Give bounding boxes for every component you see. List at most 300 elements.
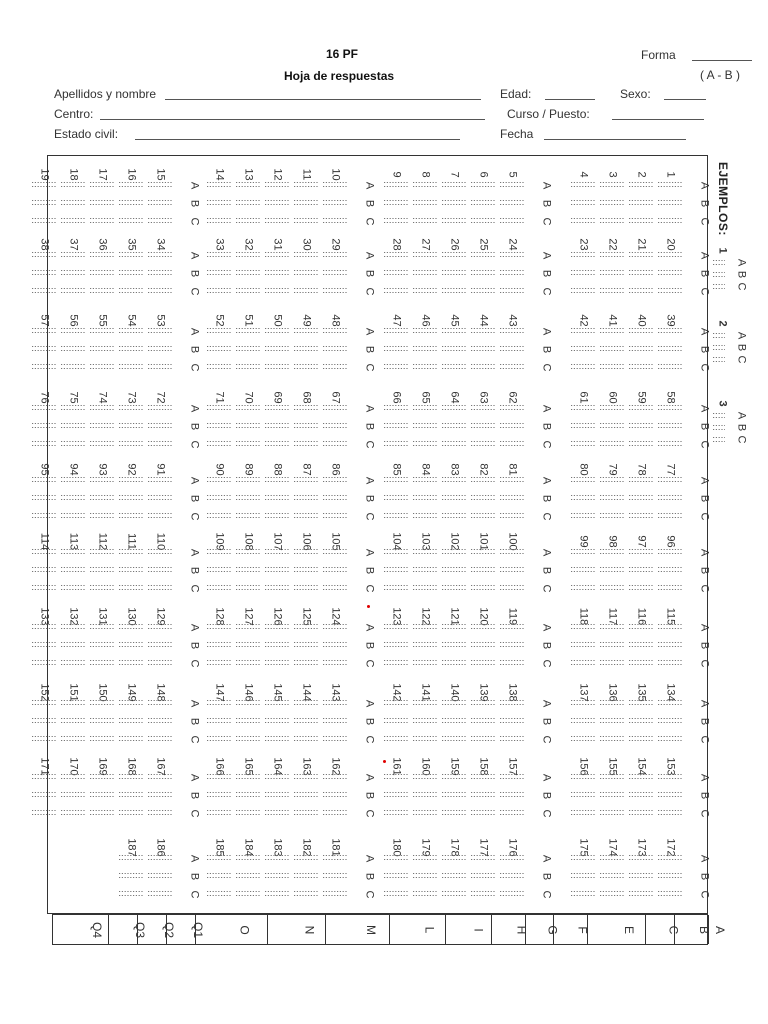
answer-bubble[interactable] [471,422,495,429]
answer-bubble[interactable] [236,422,260,429]
answer-bubble[interactable] [61,773,85,780]
answer-bubble[interactable] [413,854,437,861]
answer-bubble[interactable] [265,623,289,630]
answer-bubble[interactable] [236,854,260,861]
answer-bubble[interactable] [119,872,143,879]
answer-bubble[interactable] [658,251,682,258]
answer-bubble[interactable] [90,422,114,429]
answer-bubble[interactable] [323,641,347,648]
example-bubble[interactable] [713,271,725,278]
answer-bubble[interactable] [148,345,172,352]
factor-cell[interactable] [588,915,646,944]
answer-bubble[interactable] [32,584,56,591]
answer-bubble[interactable] [207,872,231,879]
answer-bubble[interactable] [600,345,624,352]
answer-bubble[interactable] [571,584,595,591]
answer-bubble[interactable] [90,363,114,370]
answer-bubble[interactable] [294,566,318,573]
answer-bubble[interactable] [294,773,318,780]
age-field[interactable] [545,99,595,100]
answer-bubble[interactable] [323,404,347,411]
answer-bubble[interactable] [384,199,408,206]
answer-bubble[interactable] [265,422,289,429]
answer-bubble[interactable] [90,345,114,352]
answer-bubble[interactable] [323,584,347,591]
answer-bubble[interactable] [294,584,318,591]
answer-bubble[interactable] [442,422,466,429]
answer-bubble[interactable] [658,287,682,294]
answer-bubble[interactable] [265,363,289,370]
answer-bubble[interactable] [571,476,595,483]
answer-bubble[interactable] [323,512,347,519]
answer-bubble[interactable] [207,548,231,555]
answer-bubble[interactable] [207,623,231,630]
answer-bubble[interactable] [90,791,114,798]
answer-bubble[interactable] [571,623,595,630]
answer-bubble[interactable] [90,269,114,276]
answer-bubble[interactable] [265,809,289,816]
answer-bubble[interactable] [629,199,653,206]
answer-bubble[interactable] [658,584,682,591]
answer-bubble[interactable] [442,773,466,780]
answer-bubble[interactable] [61,641,85,648]
answer-bubble[interactable] [413,809,437,816]
answer-bubble[interactable] [471,699,495,706]
answer-bubble[interactable] [600,269,624,276]
answer-bubble[interactable] [600,327,624,334]
answer-bubble[interactable] [236,512,260,519]
answer-bubble[interactable] [629,890,653,897]
answer-bubble[interactable] [236,199,260,206]
factor-cell[interactable] [167,915,205,944]
answer-bubble[interactable] [629,269,653,276]
answer-bubble[interactable] [32,251,56,258]
answer-bubble[interactable] [413,659,437,666]
answer-bubble[interactable] [236,773,260,780]
answer-bubble[interactable] [500,623,524,630]
answer-bubble[interactable] [629,363,653,370]
answer-bubble[interactable] [207,854,231,861]
answer-bubble[interactable] [61,809,85,816]
answer-bubble[interactable] [236,251,260,258]
answer-bubble[interactable] [119,659,143,666]
answer-bubble[interactable] [207,699,231,706]
answer-bubble[interactable] [265,566,289,573]
answer-bubble[interactable] [265,872,289,879]
answer-bubble[interactable] [265,287,289,294]
answer-bubble[interactable] [32,199,56,206]
answer-bubble[interactable] [413,735,437,742]
answer-bubble[interactable] [61,476,85,483]
answer-bubble[interactable] [442,699,466,706]
answer-bubble[interactable] [323,791,347,798]
answer-bubble[interactable] [471,269,495,276]
answer-bubble[interactable] [323,440,347,447]
answer-bubble[interactable] [207,327,231,334]
answer-bubble[interactable] [384,699,408,706]
answer-bubble[interactable] [32,422,56,429]
answer-bubble[interactable] [658,699,682,706]
answer-bubble[interactable] [500,404,524,411]
answer-bubble[interactable] [294,287,318,294]
answer-bubble[interactable] [442,548,466,555]
answer-bubble[interactable] [90,773,114,780]
answer-bubble[interactable] [442,717,466,724]
answer-bubble[interactable] [442,890,466,897]
answer-bubble[interactable] [323,735,347,742]
answer-bubble[interactable] [236,287,260,294]
answer-bubble[interactable] [236,327,260,334]
answer-bubble[interactable] [629,641,653,648]
answer-bubble[interactable] [571,566,595,573]
answer-bubble[interactable] [658,809,682,816]
answer-bubble[interactable] [90,659,114,666]
answer-bubble[interactable] [90,735,114,742]
answer-bubble[interactable] [384,854,408,861]
answer-bubble[interactable] [148,735,172,742]
answer-bubble[interactable] [629,717,653,724]
answer-bubble[interactable] [61,422,85,429]
answer-bubble[interactable] [265,269,289,276]
answer-bubble[interactable] [442,287,466,294]
answer-bubble[interactable] [61,404,85,411]
answer-bubble[interactable] [571,345,595,352]
answer-bubble[interactable] [471,872,495,879]
answer-bubble[interactable] [148,199,172,206]
answer-bubble[interactable] [119,251,143,258]
answer-bubble[interactable] [207,345,231,352]
answer-bubble[interactable] [500,363,524,370]
answer-bubble[interactable] [384,494,408,501]
answer-bubble[interactable] [658,659,682,666]
answer-bubble[interactable] [207,791,231,798]
answer-bubble[interactable] [471,717,495,724]
answer-bubble[interactable] [600,641,624,648]
answer-bubble[interactable] [207,287,231,294]
answer-bubble[interactable] [61,363,85,370]
factor-cell[interactable] [646,915,680,944]
answer-bubble[interactable] [413,566,437,573]
answer-bubble[interactable] [384,363,408,370]
answer-bubble[interactable] [658,773,682,780]
answer-bubble[interactable] [500,199,524,206]
answer-bubble[interactable] [442,363,466,370]
answer-bubble[interactable] [323,363,347,370]
answer-bubble[interactable] [32,773,56,780]
example-bubble[interactable] [713,283,725,290]
answer-bubble[interactable] [236,735,260,742]
answer-bubble[interactable] [571,872,595,879]
answer-bubble[interactable] [119,584,143,591]
answer-bubble[interactable] [658,217,682,224]
answer-bubble[interactable] [413,404,437,411]
answer-bubble[interactable] [442,404,466,411]
answer-bubble[interactable] [236,872,260,879]
answer-bubble[interactable] [471,251,495,258]
factor-cell[interactable] [326,915,390,944]
answer-bubble[interactable] [658,345,682,352]
answer-bubble[interactable] [294,494,318,501]
answer-bubble[interactable] [384,717,408,724]
answer-bubble[interactable] [265,512,289,519]
answer-bubble[interactable] [629,345,653,352]
answer-bubble[interactable] [658,269,682,276]
answer-bubble[interactable] [413,217,437,224]
answer-bubble[interactable] [119,773,143,780]
answer-bubble[interactable] [265,659,289,666]
answer-bubble[interactable] [294,217,318,224]
answer-bubble[interactable] [61,345,85,352]
answer-bubble[interactable] [629,699,653,706]
answer-bubble[interactable] [571,548,595,555]
answer-bubble[interactable] [119,494,143,501]
answer-bubble[interactable] [571,735,595,742]
factor-cell[interactable] [526,915,560,944]
example-bubble[interactable] [713,356,725,363]
answer-bubble[interactable] [384,476,408,483]
answer-bubble[interactable] [384,345,408,352]
answer-bubble[interactable] [294,699,318,706]
answer-bubble[interactable] [600,623,624,630]
answer-bubble[interactable] [148,494,172,501]
answer-bubble[interactable] [148,566,172,573]
answer-bubble[interactable] [265,494,289,501]
answer-bubble[interactable] [571,251,595,258]
answer-bubble[interactable] [629,251,653,258]
answer-bubble[interactable] [148,791,172,798]
answer-bubble[interactable] [265,181,289,188]
answer-bubble[interactable] [294,345,318,352]
answer-bubble[interactable] [500,872,524,879]
answer-bubble[interactable] [148,269,172,276]
answer-bubble[interactable] [265,199,289,206]
answer-bubble[interactable] [119,809,143,816]
answer-bubble[interactable] [32,791,56,798]
answer-bubble[interactable] [413,251,437,258]
answer-bubble[interactable] [323,548,347,555]
answer-bubble[interactable] [658,872,682,879]
answer-bubble[interactable] [90,199,114,206]
answer-bubble[interactable] [236,363,260,370]
answer-bubble[interactable] [323,327,347,334]
answer-bubble[interactable] [323,217,347,224]
answer-bubble[interactable] [629,735,653,742]
answer-bubble[interactable] [148,181,172,188]
answer-bubble[interactable] [323,659,347,666]
answer-bubble[interactable] [471,345,495,352]
answer-bubble[interactable] [384,217,408,224]
answer-bubble[interactable] [294,199,318,206]
answer-bubble[interactable] [571,269,595,276]
answer-bubble[interactable] [629,287,653,294]
answer-bubble[interactable] [236,623,260,630]
answer-bubble[interactable] [500,809,524,816]
factor-cell[interactable] [53,915,109,944]
factor-cell[interactable] [268,915,326,944]
answer-bubble[interactable] [90,641,114,648]
answer-bubble[interactable] [571,773,595,780]
answer-bubble[interactable] [148,548,172,555]
answer-bubble[interactable] [571,199,595,206]
answer-bubble[interactable] [384,809,408,816]
answer-bubble[interactable] [61,512,85,519]
answer-bubble[interactable] [500,566,524,573]
answer-bubble[interactable] [571,717,595,724]
answer-bubble[interactable] [500,890,524,897]
answer-bubble[interactable] [236,269,260,276]
example-bubble[interactable] [713,424,725,431]
answer-bubble[interactable] [119,269,143,276]
answer-bubble[interactable] [323,345,347,352]
example-bubble[interactable] [713,332,725,339]
answer-bubble[interactable] [658,566,682,573]
factor-cell[interactable] [492,915,529,944]
answer-bubble[interactable] [442,251,466,258]
answer-bubble[interactable] [629,181,653,188]
answer-bubble[interactable] [658,404,682,411]
answer-bubble[interactable] [119,890,143,897]
answer-bubble[interactable] [265,548,289,555]
answer-bubble[interactable] [471,548,495,555]
answer-bubble[interactable] [471,476,495,483]
answer-bubble[interactable] [413,363,437,370]
answer-bubble[interactable] [90,440,114,447]
answer-bubble[interactable] [207,217,231,224]
answer-bubble[interactable] [471,494,495,501]
answer-bubble[interactable] [323,773,347,780]
answer-bubble[interactable] [500,791,524,798]
answer-bubble[interactable] [61,699,85,706]
answer-bubble[interactable] [629,584,653,591]
answer-bubble[interactable] [236,440,260,447]
answer-bubble[interactable] [236,345,260,352]
answer-bubble[interactable] [32,345,56,352]
answer-bubble[interactable] [207,584,231,591]
answer-bubble[interactable] [294,809,318,816]
answer-bubble[interactable] [90,584,114,591]
answer-bubble[interactable] [148,440,172,447]
answer-bubble[interactable] [294,623,318,630]
answer-bubble[interactable] [90,181,114,188]
answer-bubble[interactable] [629,422,653,429]
example-bubble[interactable] [713,259,725,266]
answer-bubble[interactable] [658,440,682,447]
answer-bubble[interactable] [442,854,466,861]
answer-bubble[interactable] [471,327,495,334]
answer-bubble[interactable] [119,327,143,334]
answer-bubble[interactable] [90,217,114,224]
answer-bubble[interactable] [265,476,289,483]
answer-bubble[interactable] [442,217,466,224]
answer-bubble[interactable] [413,872,437,879]
answer-bubble[interactable] [442,566,466,573]
answer-bubble[interactable] [323,809,347,816]
answer-bubble[interactable] [236,404,260,411]
forma-field[interactable] [692,60,752,61]
sex-field[interactable] [664,99,706,100]
answer-bubble[interactable] [61,199,85,206]
answer-bubble[interactable] [148,217,172,224]
answer-bubble[interactable] [471,199,495,206]
answer-bubble[interactable] [148,623,172,630]
answer-bubble[interactable] [119,181,143,188]
answer-bubble[interactable] [571,791,595,798]
course-field[interactable] [612,119,704,120]
answer-bubble[interactable] [207,890,231,897]
answer-bubble[interactable] [413,440,437,447]
answer-bubble[interactable] [323,566,347,573]
answer-bubble[interactable] [500,512,524,519]
answer-bubble[interactable] [471,854,495,861]
answer-bubble[interactable] [119,345,143,352]
answer-bubble[interactable] [500,440,524,447]
answer-bubble[interactable] [384,548,408,555]
answer-bubble[interactable] [571,809,595,816]
answer-bubble[interactable] [384,512,408,519]
answer-bubble[interactable] [323,854,347,861]
answer-bubble[interactable] [294,440,318,447]
answer-bubble[interactable] [148,659,172,666]
answer-bubble[interactable] [600,809,624,816]
answer-bubble[interactable] [571,890,595,897]
answer-bubble[interactable] [148,512,172,519]
answer-bubble[interactable] [294,791,318,798]
answer-bubble[interactable] [207,440,231,447]
answer-bubble[interactable] [61,327,85,334]
answer-bubble[interactable] [61,735,85,742]
answer-bubble[interactable] [119,566,143,573]
answer-bubble[interactable] [384,773,408,780]
answer-bubble[interactable] [471,512,495,519]
answer-bubble[interactable] [148,809,172,816]
answer-bubble[interactable] [413,791,437,798]
answer-bubble[interactable] [471,217,495,224]
answer-bubble[interactable] [323,476,347,483]
answer-bubble[interactable] [571,404,595,411]
answer-bubble[interactable] [471,791,495,798]
answer-bubble[interactable] [629,327,653,334]
answer-bubble[interactable] [207,199,231,206]
answer-bubble[interactable] [413,717,437,724]
answer-bubble[interactable] [500,717,524,724]
answer-bubble[interactable] [413,548,437,555]
date-field[interactable] [544,139,686,140]
answer-bubble[interactable] [148,854,172,861]
answer-bubble[interactable] [600,890,624,897]
answer-bubble[interactable] [119,422,143,429]
answer-bubble[interactable] [500,345,524,352]
answer-bubble[interactable] [658,512,682,519]
answer-bubble[interactable] [384,641,408,648]
answer-bubble[interactable] [500,251,524,258]
answer-bubble[interactable] [500,476,524,483]
answer-bubble[interactable] [236,476,260,483]
answer-bubble[interactable] [571,217,595,224]
answer-bubble[interactable] [471,566,495,573]
answer-bubble[interactable] [384,269,408,276]
answer-bubble[interactable] [61,440,85,447]
answer-bubble[interactable] [148,422,172,429]
answer-bubble[interactable] [265,440,289,447]
answer-bubble[interactable] [265,641,289,648]
example-bubble[interactable] [713,412,725,419]
answer-bubble[interactable] [658,422,682,429]
answer-bubble[interactable] [600,251,624,258]
answer-bubble[interactable] [90,623,114,630]
answer-bubble[interactable] [471,773,495,780]
answer-bubble[interactable] [265,584,289,591]
answer-bubble[interactable] [323,494,347,501]
